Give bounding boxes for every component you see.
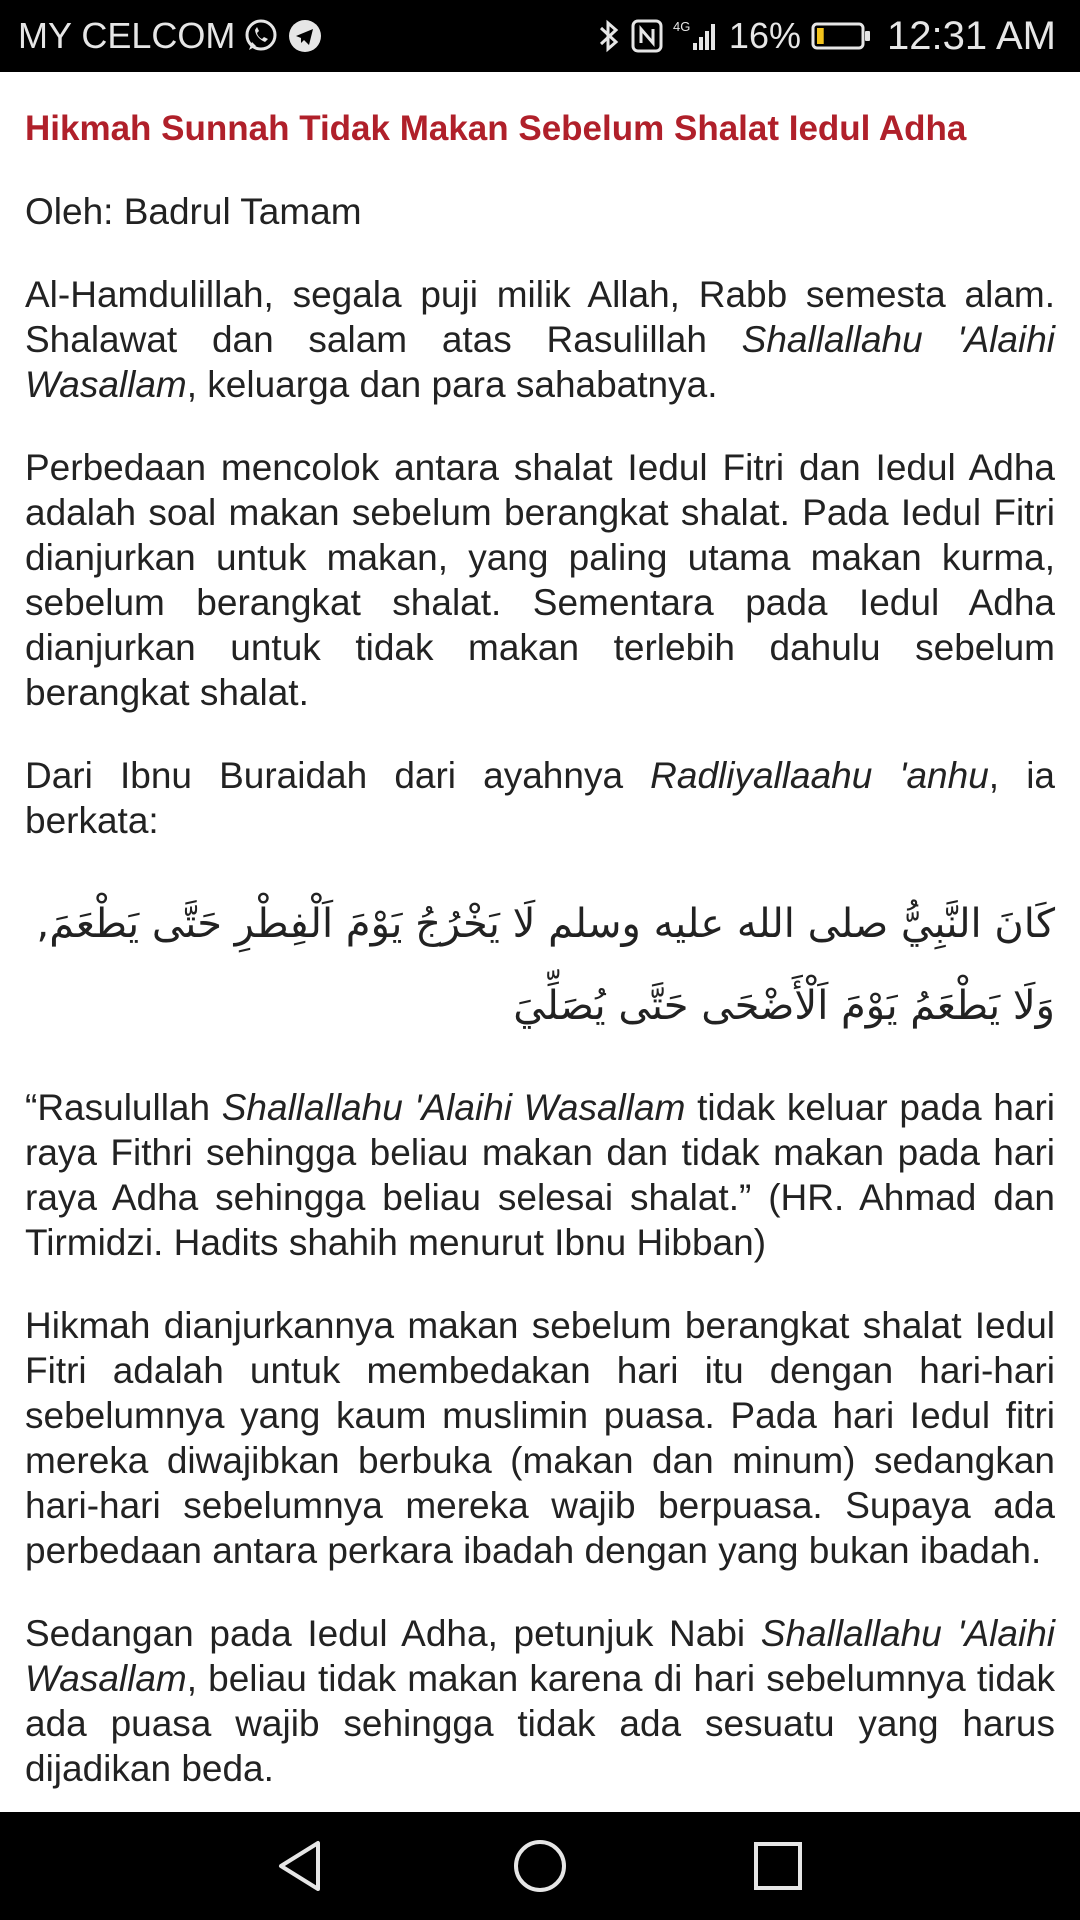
article-byline: Oleh: Badrul Tamam — [25, 191, 362, 232]
paragraph-narration: Dari Ibnu Buraidah dari ayahnya Radliyallaahu 'anhu, ia berkata: — [25, 755, 1055, 841]
recents-icon[interactable] — [746, 1834, 810, 1898]
bluetooth-icon — [597, 18, 621, 54]
status-bar — [0, 0, 1080, 72]
paragraph-intro: Al-Hamdulillah, segala puji milik Allah, Rabb semesta alam. Shalawat dan salam atas Rasulillah Shallallahu 'Alaihi Wasallam, keluarga dan para sahabatnya. — [25, 274, 1055, 405]
signal-icon — [673, 18, 719, 54]
article-title: Hikmah Sunnah Tidak Makan Sebelum Shalat Iedul Adha — [25, 109, 967, 148]
navigation-bar — [0, 1812, 1080, 1920]
paragraph-difference: Perbedaan mencolok antara shalat Iedul Fitri dan Iedul Adha adalah soal makan sebelum berangkat shalat. Pada Iedul Fitri dianjurkan untuk makan, yang paling utama makan kurma, sebelum berangkat shalat. Sementara pada Iedul Adha dianjurkan untuk tidak makan terlebih dahulu sebelum berangkat shalat. — [25, 447, 1055, 713]
paragraph-hadith-translation: “Rasulullah Shallallahu 'Alaihi Wasallam tidak keluar pada hari raya Fithri sehingga beliau makan dan tidak makan pada hari raya Adha sehingga beliau selesai shalat.” (HR. Ahmad dan Tirmidzi. Hadits shahih menurut Ibnu Hibban) — [25, 1087, 1055, 1263]
battery-percent: 16% — [728, 15, 801, 56]
whatsapp-icon — [243, 18, 279, 54]
arabic-hadith: كَانَ النَّبِيُّ صلى الله عليه وسلم لَا يَخْرُجُ يَوْمَ اَلْفِطْرِ حَتَّى يَطْعَمَ, وَلَا يَطْعَمُ يَوْمَ اَلْأَضْحَى حَتَّى يُصَلِّيَ — [36, 901, 1055, 1029]
telegram-icon — [287, 18, 323, 54]
paragraph-wisdom-fitri: Hikmah dianjurkannya makan sebelum berangkat shalat Iedul Fitri adalah untuk membedakan hari itu dengan hari-hari sebelumnya yang kaum muslimin puasa. Pada hari Iedul fitri mereka diwajibkan berbuka (makan dan minum) sedangkan hari-hari sebelumnya mereka wajib berpuasa. Supaya ada perbedaan antara perkara ibadah dengan yang bukan ibadah. — [25, 1305, 1055, 1571]
home-icon[interactable] — [508, 1834, 572, 1898]
network-type: 4G — [672, 19, 691, 34]
battery-icon — [811, 20, 871, 52]
back-icon[interactable] — [268, 1834, 332, 1898]
article-content[interactable] — [0, 72, 1080, 1812]
clock: 12:31 AM — [886, 13, 1056, 58]
paragraph-wisdom-adha: Sedangan pada Iedul Adha, petunjuk Nabi Shallallahu 'Alaihi Wasallam, beliau tidak makan karena di hari sebelumnya tidak ada puasa wajib sehingga tidak ada sesuatu yang harus dijadikan beda. — [25, 1613, 1055, 1789]
carrier-name: MY CELCOM — [18, 15, 236, 56]
nfc-icon — [631, 19, 663, 53]
